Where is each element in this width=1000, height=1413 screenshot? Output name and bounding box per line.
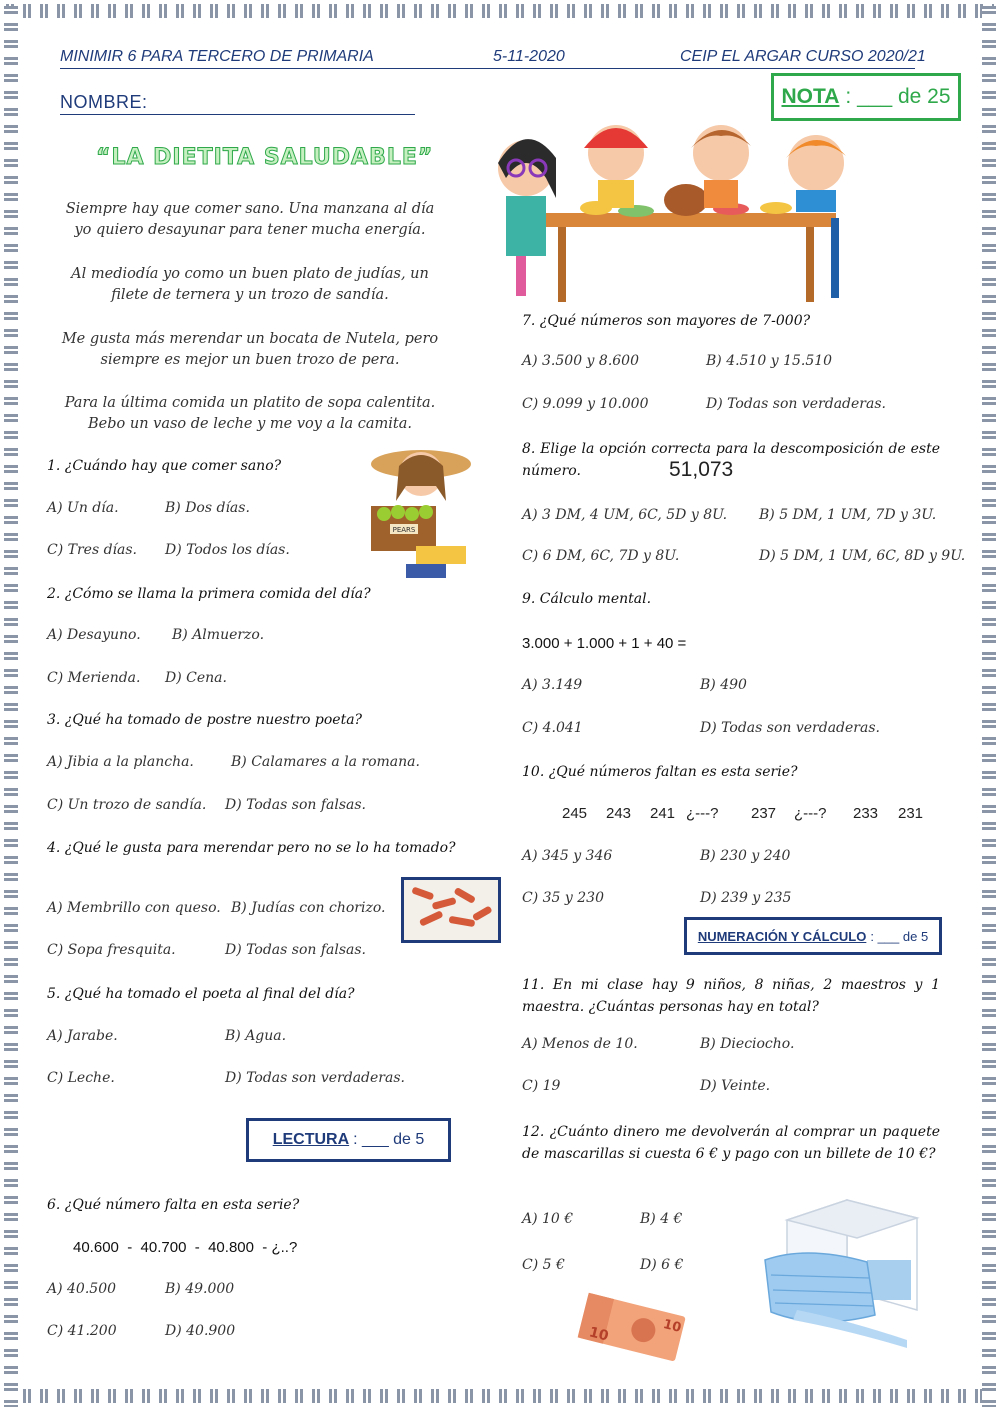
q10-series-6: ¿---? bbox=[794, 805, 827, 822]
q1-option-d[interactable]: D) Todos los días. bbox=[165, 542, 290, 558]
poem-line: Al mediodía yo como un buen plato de judías, un bbox=[71, 266, 429, 282]
page-border-bottom bbox=[6, 1389, 994, 1403]
q4-option-d[interactable]: D) Todas son falsas. bbox=[225, 942, 367, 958]
grade-value: : ___ de 25 bbox=[845, 85, 951, 108]
numeration-score-box bbox=[684, 917, 942, 955]
question-2: 2. ¿Cómo se llama la primera comida del día? bbox=[47, 586, 371, 602]
page-border-right bbox=[982, 6, 996, 1407]
q10-option-d[interactable]: D) 239 y 235 bbox=[700, 890, 792, 906]
poem-line: Siempre hay que comer sano. Una manzana al día bbox=[65, 201, 435, 217]
page-border-left bbox=[4, 6, 18, 1407]
question-8: 8. Elige la opción correcta para la descomposición de este número. bbox=[522, 441, 940, 479]
q10-series-8: 231 bbox=[898, 805, 924, 822]
poem-title: “LA DIETITA SALUDABLE” bbox=[96, 145, 434, 170]
q10-series-2: 243 bbox=[606, 805, 632, 822]
q9-option-b[interactable]: B) 490 bbox=[700, 677, 747, 693]
q6-option-b[interactable]: B) 49.000 bbox=[165, 1281, 235, 1297]
q6-option-d[interactable]: D) 40.900 bbox=[165, 1323, 236, 1339]
question-6: 6. ¿Qué número falta en esta serie? bbox=[47, 1197, 300, 1213]
q12-option-c[interactable]: C) 5 € bbox=[522, 1257, 565, 1273]
poem-line: Para la última comida un platito de sopa calentita. bbox=[64, 395, 436, 411]
q8-option-c[interactable]: C) 6 DM, 6C, 7D y 8U. bbox=[522, 548, 680, 564]
q4-option-c[interactable]: C) Sopa fresquita. bbox=[47, 942, 176, 958]
q10-series-1: 245 bbox=[562, 805, 588, 822]
q10-option-c[interactable]: C) 35 y 230 bbox=[522, 890, 604, 906]
header-date: 5-11-2020 bbox=[493, 48, 565, 65]
question-9: 9. Cálculo mental. bbox=[522, 591, 652, 607]
poem-line: filete de ternera y un trozo de sandía. bbox=[111, 287, 389, 303]
q8-option-a[interactable]: A) 3 DM, 4 UM, 6C, 5D y 8U. bbox=[522, 507, 728, 523]
girl-pears-illustration bbox=[366, 436, 476, 586]
q5-option-a[interactable]: A) Jarabe. bbox=[47, 1028, 118, 1044]
question-5: 5. ¿Qué ha tomado el poeta al final del día? bbox=[47, 986, 355, 1002]
question-3: 3. ¿Qué ha tomado de postre nuestro poeta? bbox=[47, 712, 363, 728]
question-7: 7. ¿Qué números son mayores de 7-000? bbox=[522, 313, 811, 329]
q7-option-b[interactable]: B) 4.510 y 15.510 bbox=[706, 353, 833, 369]
q11-option-c[interactable]: C) 19 bbox=[522, 1078, 561, 1094]
q1-option-b[interactable]: B) Dos días. bbox=[165, 500, 250, 516]
poem-stanza-2 bbox=[30, 264, 470, 306]
q8-option-d[interactable]: D) 5 DM, 1 UM, 6C, 8D y 9U. bbox=[759, 548, 966, 564]
q6-option-a[interactable]: A) 40.500 bbox=[47, 1281, 117, 1297]
q3-option-a[interactable]: A) Jibia a la plancha. bbox=[47, 754, 194, 770]
header-title: MINIMIR 6 PARA TERCERO DE PRIMARIA bbox=[60, 48, 374, 65]
poem-stanza-1 bbox=[30, 199, 470, 241]
grade-label: NOTA bbox=[781, 85, 840, 108]
bill-value: 10 bbox=[587, 1324, 611, 1345]
q1-option-a[interactable]: A) Un día. bbox=[47, 500, 119, 516]
q9-expression: 3.000 + 1.000 + 1 + 40 = bbox=[522, 635, 687, 652]
q5-option-c[interactable]: C) Leche. bbox=[47, 1070, 115, 1086]
q4-option-b[interactable]: B) Judías con chorizo. bbox=[231, 900, 386, 916]
fried-squid-photo bbox=[401, 877, 501, 943]
header-school: CEIP EL ARGAR CURSO 2020/21 bbox=[680, 48, 926, 65]
poem-line: Me gusta más merendar un bocata de Nutela, pero bbox=[61, 331, 439, 347]
q2-option-c[interactable]: C) Merienda. bbox=[47, 670, 141, 686]
q7-option-a[interactable]: A) 3.500 y 8.600 bbox=[522, 353, 639, 369]
q4-option-a[interactable]: A) Membrillo con queso. bbox=[47, 900, 221, 916]
question-11: 11. En mi clase hay 9 niños, 8 niñas, 2 maestros y 1 maestra. ¿Cuántas personas hay en total? bbox=[522, 977, 940, 1015]
q12-option-d[interactable]: D) 6 € bbox=[640, 1257, 684, 1273]
q11-option-b[interactable]: B) Dieciocho. bbox=[700, 1036, 795, 1052]
q10-series-5: 237 bbox=[751, 805, 777, 822]
face-masks-box-image bbox=[757, 1190, 933, 1350]
q3-option-c[interactable]: C) Un trozo de sandía. bbox=[47, 797, 207, 813]
page-border-top bbox=[6, 4, 994, 18]
q10-option-b[interactable]: B) 230 y 240 bbox=[700, 848, 791, 864]
reading-score-box bbox=[246, 1118, 451, 1162]
numeration-score-value: : ___ de 5 bbox=[870, 928, 929, 944]
q10-series-3: 241 bbox=[650, 805, 676, 822]
q12-option-b[interactable]: B) 4 € bbox=[640, 1211, 683, 1227]
ten-euro-bill-image bbox=[574, 1290, 689, 1362]
bill-value-corner: 10 bbox=[661, 1317, 683, 1336]
q6-option-c[interactable]: C) 41.200 bbox=[47, 1323, 117, 1339]
q10-series-7: 233 bbox=[853, 805, 879, 822]
kids-eating-illustration bbox=[486, 108, 866, 304]
question-10: 10. ¿Qué números faltan es esta serie? bbox=[522, 764, 798, 780]
q5-option-d[interactable]: D) Todas son verdaderas. bbox=[225, 1070, 405, 1086]
reading-score-label: LECTURA bbox=[272, 1131, 350, 1148]
poem-line: yo quiero desayunar para tener mucha energía. bbox=[74, 222, 426, 238]
q11-option-d[interactable]: D) Veinte. bbox=[700, 1078, 771, 1094]
question-4: 4. ¿Qué le gusta para merendar pero no se lo ha tomado? bbox=[47, 840, 456, 856]
q9-option-c[interactable]: C) 4.041 bbox=[522, 720, 583, 736]
q12-option-a[interactable]: A) 10 € bbox=[522, 1211, 574, 1227]
q2-option-d[interactable]: D) Cena. bbox=[165, 670, 227, 686]
q10-option-a[interactable]: A) 345 y 346 bbox=[522, 848, 613, 864]
q8-option-b[interactable]: B) 5 DM, 1 UM, 7D y 3U. bbox=[759, 507, 937, 523]
q9-option-a[interactable]: A) 3.149 bbox=[522, 677, 583, 693]
numeration-score-label: NUMERACIÓN Y CÁLCULO bbox=[697, 928, 867, 944]
q7-option-d[interactable]: D) Todas son verdaderas. bbox=[706, 396, 886, 412]
q8-number: 51,073 bbox=[669, 458, 734, 481]
crate-label: PEARS bbox=[392, 526, 416, 534]
q5-option-b[interactable]: B) Agua. bbox=[225, 1028, 287, 1044]
name-field[interactable] bbox=[60, 114, 415, 115]
q3-option-b[interactable]: B) Calamares a la romana. bbox=[231, 754, 420, 770]
q6-series: 40.600 - 40.700 - 40.800 - ¿..? bbox=[73, 1239, 298, 1256]
poem-line: Bebo un vaso de leche y me voy a la camita. bbox=[88, 416, 412, 432]
q10-series-4: ¿---? bbox=[686, 805, 719, 822]
poem-stanza-3 bbox=[30, 329, 470, 371]
q11-option-a[interactable]: A) Menos de 10. bbox=[522, 1036, 638, 1052]
q2-option-a[interactable]: A) Desayuno. bbox=[47, 627, 141, 643]
q1-option-c[interactable]: C) Tres días. bbox=[47, 542, 137, 558]
q7-option-c[interactable]: C) 9.099 y 10.000 bbox=[522, 396, 649, 412]
q2-option-b[interactable]: B) Almuerzo. bbox=[172, 627, 265, 643]
q9-option-d[interactable]: D) Todas son verdaderas. bbox=[700, 720, 880, 736]
q3-option-d[interactable]: D) Todas son falsas. bbox=[225, 797, 367, 813]
header-rule bbox=[60, 68, 915, 69]
poem-line: siempre es mejor un buen trozo de pera. bbox=[100, 352, 400, 368]
poem-stanza-4 bbox=[30, 393, 470, 435]
reading-score-value: : ___ de 5 bbox=[353, 1131, 425, 1148]
name-label: NOMBRE: bbox=[60, 92, 148, 112]
question-1: 1. ¿Cuándo hay que comer sano? bbox=[47, 458, 282, 474]
question-12: 12. ¿Cuánto dinero me devolverán al comprar un paquete de mascarillas si cuesta 6 € y pago con un billete de 10 €? bbox=[522, 1124, 940, 1162]
